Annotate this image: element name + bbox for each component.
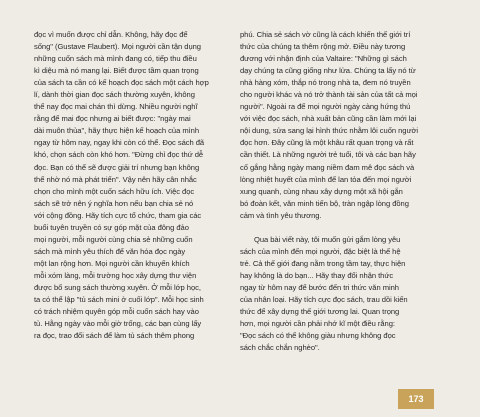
right-paragraph-2 <box>240 234 438 354</box>
text-line: sách sẽ trở nên ý nghĩa hơn nếu bạn chia sẻ nó <box>34 198 194 208</box>
left-column <box>34 29 230 342</box>
text-line: phú. Chia sẻ sách vờ cũng là cách khiến thế giới trí <box>240 30 411 39</box>
text-line: ra đọc, trao đổi sách để làm tủ sách thêm phong <box>34 331 195 341</box>
text-line: đọc hơn. Đây cũng là một khâu rất quan trọng và rất <box>240 138 414 148</box>
text-line: rằng để mai đọc nhưng ai biết được: "ngày mai <box>34 114 191 124</box>
text-line: có trách nhiệm quyên góp mỗi cuốn sách hay vào <box>34 307 199 317</box>
text-line: người". Ngoài ra để mọi người ngày càng hứng thú <box>240 102 411 112</box>
right-column <box>240 29 438 354</box>
text-line: buổi tuyên truyền có sự góp mặt của đông đảo <box>34 222 189 232</box>
text-line: lí, dành thời gian đọc sách thường xuyên, không <box>34 90 195 100</box>
text-line: thức của chúng ta thêm rộng mở. Điều này tương <box>240 42 406 52</box>
text-line: với việc đọc sách, nhà xuất bản cũng cần làm mới lại <box>240 114 417 124</box>
text-line: thức để xây dựng thế giới tương lai. Quan trọng <box>240 307 400 317</box>
text-line: sách của mình đến mọi người, đặc biệt là thế hệ <box>240 246 401 256</box>
text-line: đương với nhận định của Valtaire: "Những gì sách <box>240 54 407 64</box>
text-line: sách mà mình yêu thích để văn hóa đọc ngày <box>34 246 186 256</box>
right-paragraph-1 <box>240 29 438 222</box>
text-line: khó, chọn sách còn khó hơn. "Đừng chỉ đọc thứ dễ <box>34 150 204 160</box>
text-line: sống" (Gustave Flaubert). Mọi người cần tận dụng <box>34 42 201 52</box>
text-line: kì diệu mà nó mang lại. Biết được tầm quan trọng <box>34 66 199 76</box>
text-line: cảm và tình yêu thương. <box>240 210 322 220</box>
text-line: nội dung, sửa sang lại hình thức nhằm lôi cuốn người <box>240 126 419 136</box>
text-line: mỗi xóm làng, mỗi trường học xây dựng thư viện <box>34 270 197 280</box>
text-line: ngay từ hôm nay, ngay khi còn có thể. Đọc sách đã <box>34 138 205 148</box>
text-line: trẻ. Cả thế giới đang nằm trong tầm tay, thực hiện <box>240 258 406 268</box>
text-line: ngay từ hôm nay để bước đến tri thức văn minh <box>240 282 399 292</box>
text-line: tủ. Hằng ngày vào mỗi giờ trống, các bạn cùng lấy <box>34 319 202 329</box>
text-line: "Đọc sách có thể không giàu nhưng không đọc <box>240 331 396 341</box>
text-line: dạy chúng ta cũng giống như lửa. Chúng ta lấy nó từ <box>240 66 416 76</box>
text-line: dài muôn thủa", hãy thực hiện kế hoạch của mình <box>34 126 200 136</box>
text-line: Qua bài viết này, tôi muốn gửi gắm lòng yêu <box>254 234 401 244</box>
text-line: mọi người, mỗi người cùng chia sẻ những cuốn <box>34 234 193 244</box>
text-line: đọc. Bạn có thể sẽ được giải trí nhưng bạn không <box>34 162 200 172</box>
text-line: ta có thể lập "tủ sách mini ở cuối lớp". Mỗi học sinh <box>34 295 204 305</box>
text-line: xung quanh, cùng nhau xây dựng một xã hội gắn <box>240 186 403 196</box>
text-line: sách chắc chắn nghèo". <box>240 343 320 353</box>
text-line: của sách ta cần có kế hoạch đọc sách một cách hợp <box>34 78 209 88</box>
text-line: cố gắng hằng ngày mang niềm đam mê đọc sách và <box>240 162 415 172</box>
text-line: bó đoàn kết, văn minh tiến bộ, tràn ngập lòng đồng <box>240 198 409 208</box>
text-line: cho người khác và nó trở thành tài sản của tất cả mọi <box>240 90 418 100</box>
text-line: những cuốn sách mà mình đang có, tiếp thu điều <box>34 54 197 64</box>
text-line: lòng nhiệt huyết của mình để lan tỏa đến mọi người <box>240 174 412 184</box>
text-line: nhà hàng xóm, thắp nó trong nhà ta, đem nó truyền <box>240 78 411 88</box>
text-line: hơn, mọi người cần phải nhớ kĩ một điều rằng: <box>240 319 395 329</box>
text-line: đọc vì muốn được chỉ dẫn. Không, hãy đọc để <box>34 30 188 39</box>
text-line: thể nay đọc mai chán thì dừng. Nhiều người nghĩ <box>34 102 198 112</box>
text-line: thể nhờ nó mà phát triển". Vậy nên hãy cân nhắc <box>34 174 197 184</box>
text-line: được bổ sung sách thường xuyên. Ở mỗi lớp học, <box>34 282 201 292</box>
text-line: của nhân loại. Hãy tích cực đọc sách, trau dồi kiến <box>240 294 408 304</box>
text-line: một lan rộng hơn. Mọi người cần khuyến khích <box>34 258 190 268</box>
text-line: chọn cho mình một cuốn sách hữu ích. Việc đọc <box>34 186 195 196</box>
text-line: với cộng đồng. Hãy tích cực tổ chức, tham gia các <box>34 210 202 220</box>
text-line: hay không là do bạn... Hãy thay đổi nhận thức <box>240 270 394 280</box>
text-line: cần thiết. Là những người trẻ tuổi, tôi và các bạn hãy <box>240 150 416 160</box>
page-number: 173 <box>398 389 434 409</box>
